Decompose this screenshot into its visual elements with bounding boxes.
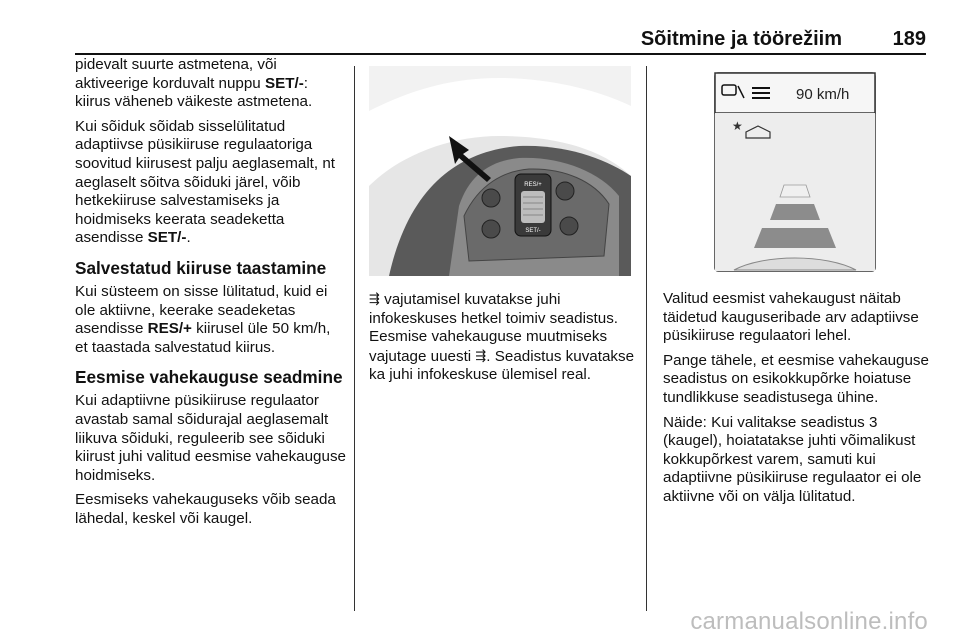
res-label: RES/+ bbox=[524, 182, 542, 188]
paragraph: Kui süsteem on sisse lülitatud, kuid ei ole aktiivne, keerake seadeketas asendisse RES/+ kiirusel üle 50 km/h, et taastada salvestatud kiirus. bbox=[75, 282, 331, 356]
paragraph: Kui adaptiivne püsikiiruse regulaator avastab samal sõidurajal aeglasemalt liikuva sõiduki, reguleerib see sõiduki kiirust juhi valitud eesmise vahekauguse hoidmiseks. bbox=[75, 392, 346, 484]
paragraph: Näide: Kui valitakse seadistus 3 (kaugel), hoiatatakse juhti võimalikust kokkupõrkest varem, samuti kui adaptiivne püsikiiruse regulaator ei ole aktiivne või on välja lülitatud. bbox=[663, 413, 922, 505]
distance-bar-2 bbox=[770, 204, 820, 220]
paragraph: pidevalt suurte astmetena, või aktiveerige korduvalt nuppu SET/-: kiirus väheneb väikeste astmetena. bbox=[75, 56, 313, 111]
column-divider-2 bbox=[646, 66, 647, 611]
column-1 bbox=[75, 56, 347, 534]
watermark: carmanualsonline.info bbox=[690, 608, 928, 635]
paragraph: Eesmiseks vahekauguseks võib seada lähedal, keskel või kaugel. bbox=[75, 491, 336, 527]
page-number: 189 bbox=[892, 28, 926, 50]
steering-wheel-figure bbox=[369, 66, 631, 276]
column-3 bbox=[663, 290, 929, 513]
header-rule bbox=[75, 53, 926, 55]
paragraph: Pange tähele, et eesmise vahekauguse seadistus on esikokkupõrke hoiatuse tundlikkuse seadistusega ühine. bbox=[663, 351, 929, 406]
distance-bar-1 bbox=[780, 185, 810, 197]
heading-resume-speed: Salvestatud kiiruse taastamine bbox=[75, 257, 327, 278]
page-header bbox=[75, 28, 926, 54]
distance-button-icon: ⇶ bbox=[369, 291, 380, 306]
paragraph: Kui sõiduk sõidab sisselülitatud adaptiivse püsikiiruse regulaatoriga soovitud kiirusest palju aeglasemalt, nt aeglaselt sõitva sõiduki järel, võib hetkekiiruse salvestamiseks ja hoidmiseks keerata seadeketta asendisse SET/-. bbox=[75, 117, 336, 247]
distance-button-icon: ⇶ bbox=[475, 347, 487, 363]
set-label: SET/- bbox=[525, 228, 541, 234]
column-2 bbox=[369, 290, 637, 391]
cluster-display-figure bbox=[714, 72, 876, 272]
svg-text:★: ★ bbox=[732, 119, 743, 133]
set-speed: 90 km/h bbox=[796, 86, 850, 103]
heading-following-distance: Eesmise vahekauguse seadmine bbox=[75, 367, 343, 388]
distance-bar-3 bbox=[754, 228, 836, 248]
paragraph: ⇶ vajutamisel kuvatakse juhi infokeskuses hetkel toimiv seadistus. Eesmise vahekauguse muutmiseks vajutage uuesti ⇶. Seadistus kuvatakse ka juhi infokeskuse ülemisel real. bbox=[369, 291, 635, 384]
section-title: Sõitmine ja töörežiim bbox=[640, 28, 842, 50]
column-divider-1 bbox=[354, 66, 355, 611]
paragraph: Valitud eesmist vahekaugust näitab täidetud kauguseribade arv adaptiivse püsikiiruse regulaatori lehel. bbox=[663, 290, 919, 345]
